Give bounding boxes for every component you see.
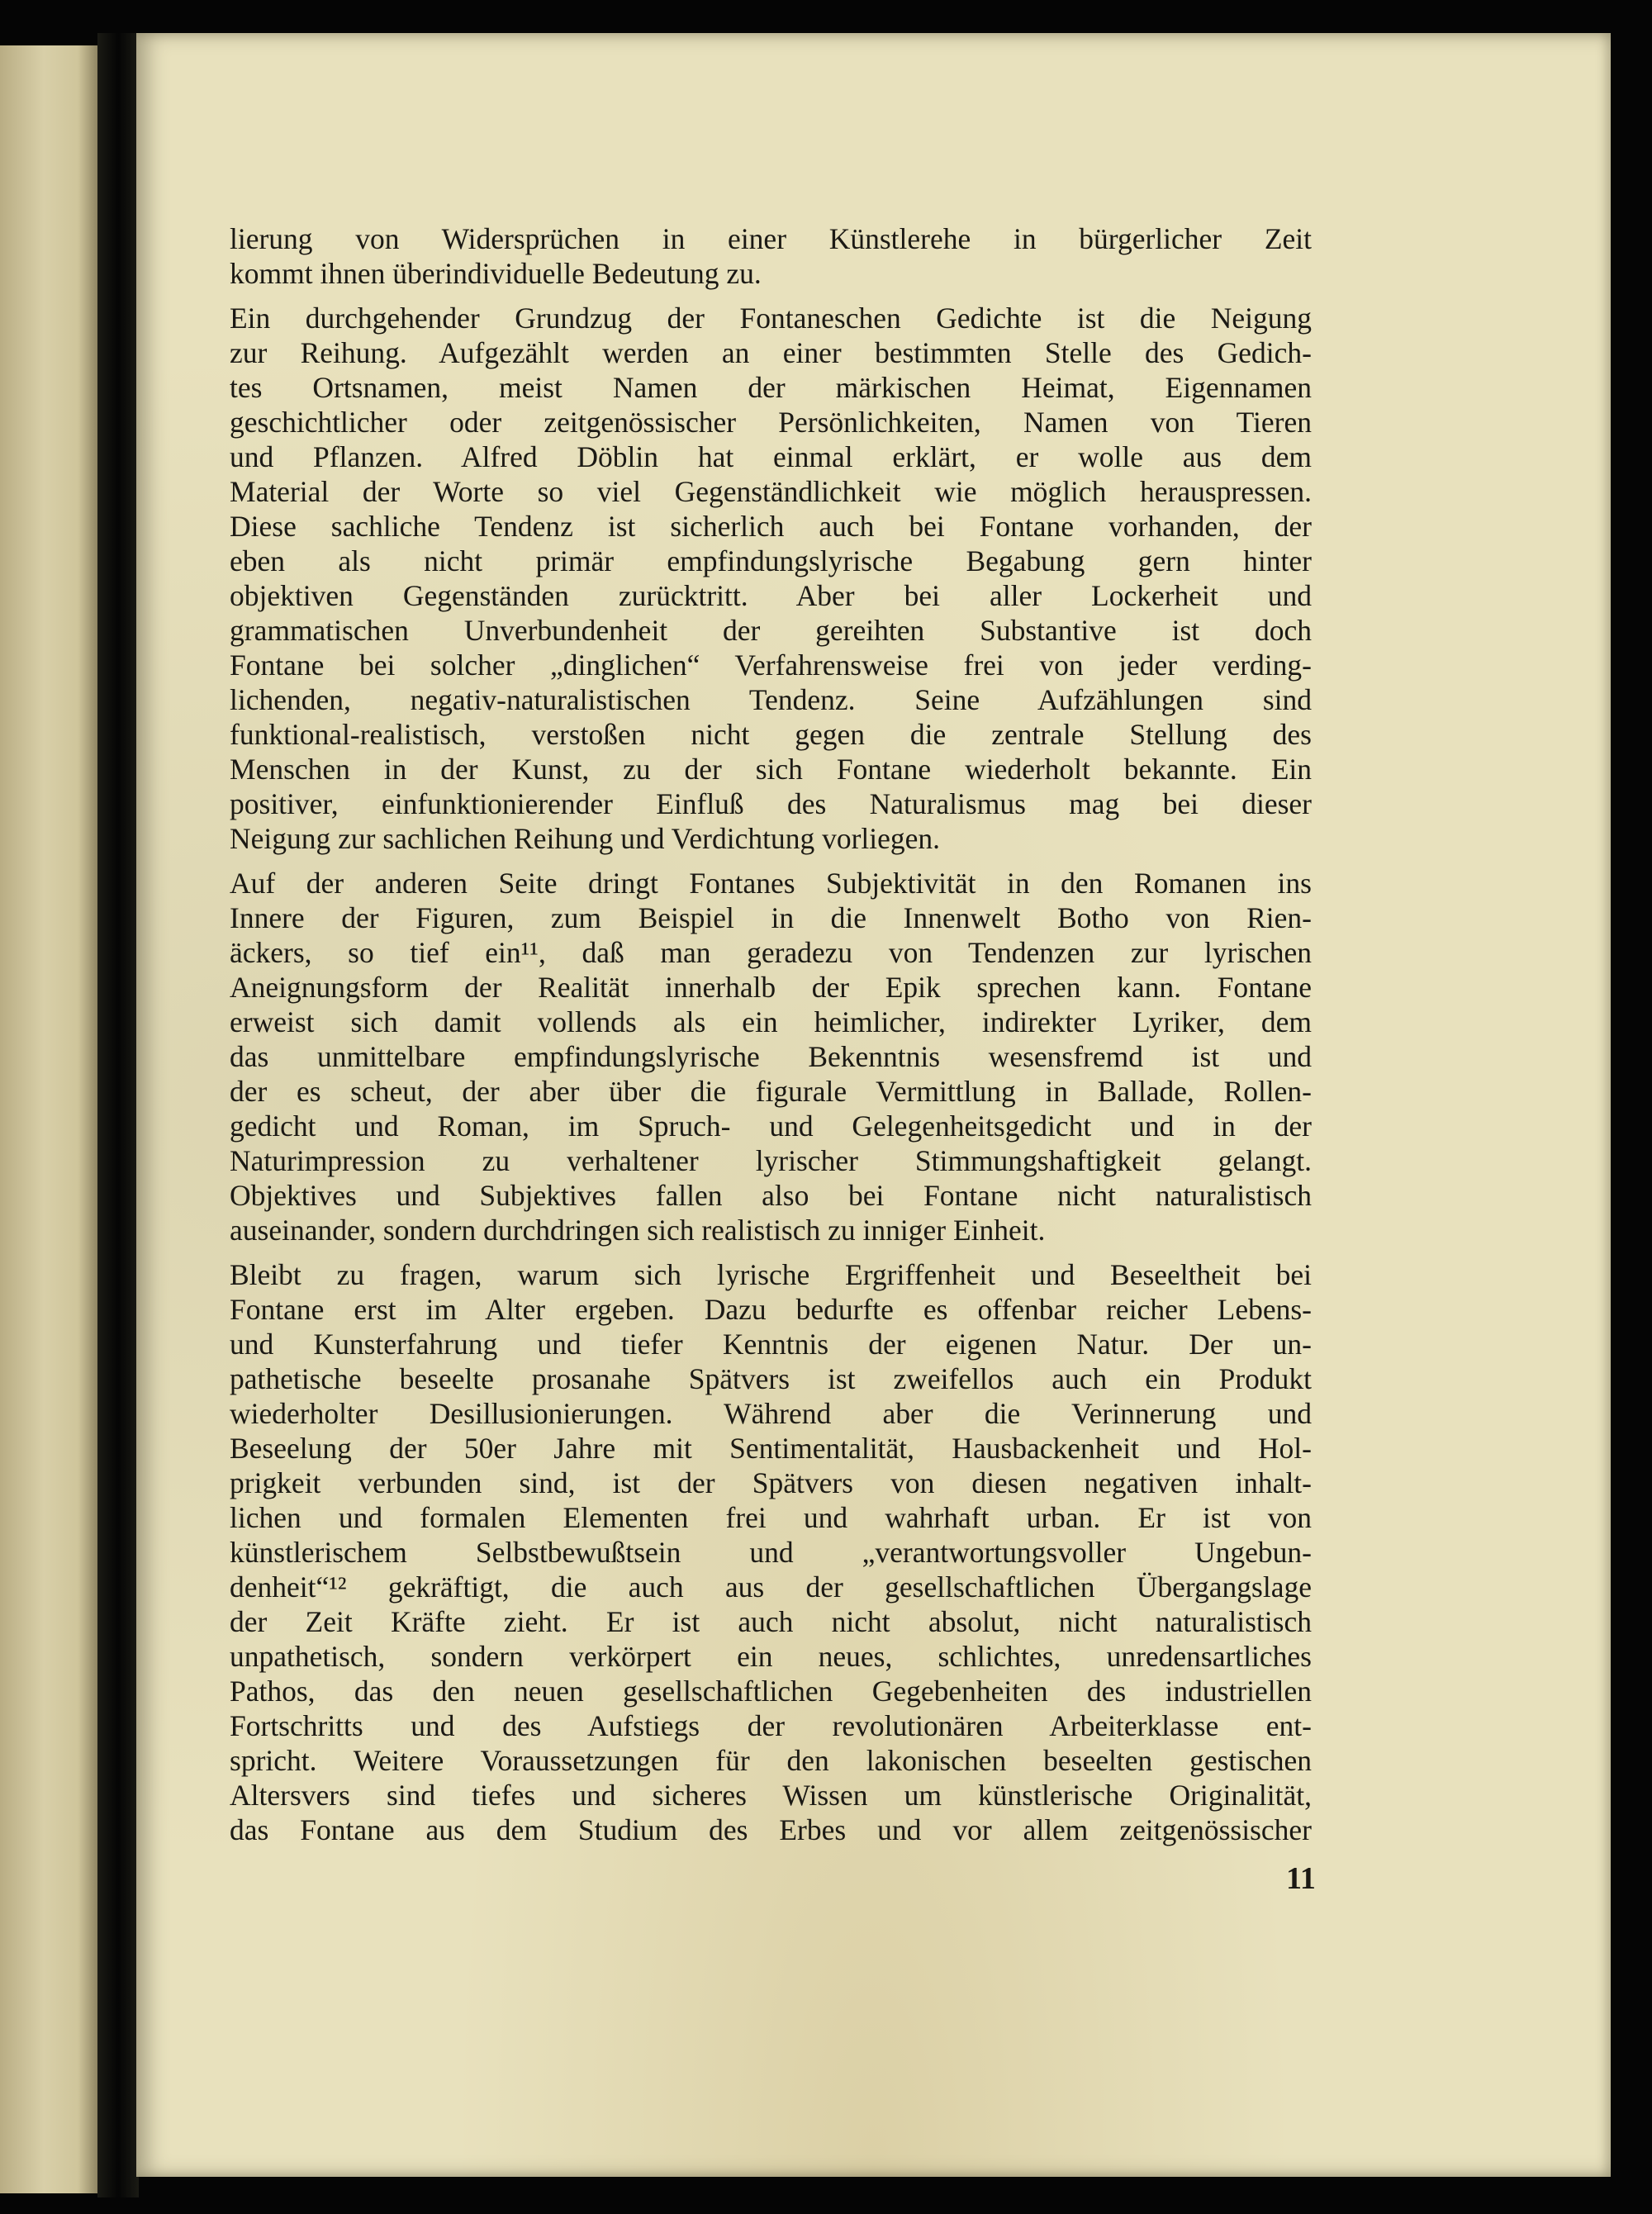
- text-line: Material der Worte so viel Gegenständlichkeit wie möglich herauspressen.: [230, 475, 1312, 508]
- paragraph-2: [230, 301, 1312, 856]
- text-line: eben als nicht primär empfindungslyrische Begabung gern hinter: [230, 544, 1312, 577]
- text-line: Altersvers sind tiefes und sicheres Wissen um künstlerische Originalität,: [230, 1779, 1312, 1812]
- text-line: Neigung zur sachlichen Reihung und Verdichtung vorliegen.: [230, 822, 941, 855]
- text-line: und Kunsterfahrung und tiefer Kenntnis der eigenen Natur. Der un-: [230, 1328, 1312, 1361]
- text-line: lierung von Widersprüchen in einer Künstlerehe in bürgerlicher Zeit: [230, 222, 1312, 255]
- text-line: Pathos, das den neuen gesellschaftlichen Gegebenheiten des industriellen: [230, 1675, 1312, 1708]
- text-line: Bleibt zu fragen, warum sich lyrische Ergriffenheit und Beseeltheit bei: [230, 1258, 1312, 1291]
- paragraph-4: [230, 1257, 1312, 1847]
- text-line: funktional-realistisch, verstoßen nicht gegen die zentrale Stellung des: [230, 718, 1312, 751]
- text-line: Objektives und Subjektives fallen also bei Fontane nicht naturalistisch: [230, 1179, 1312, 1212]
- text-line: grammatischen Unverbundenheit der gereihten Substantive ist doch: [230, 614, 1312, 647]
- text-line: Fontane bei solcher „dinglichen“ Verfahrensweise frei von jeder verding-: [230, 649, 1312, 682]
- text-line: der Zeit Kräfte zieht. Er ist auch nicht absolut, nicht naturalistisch: [230, 1605, 1312, 1638]
- paragraph-3: [230, 866, 1312, 1247]
- text-line: erweist sich damit vollends als ein heimlicher, indirekter Lyriker, dem: [230, 1005, 1312, 1038]
- text-line: tes Ortsnamen, meist Namen der märkischen Heimat, Eigennamen: [230, 371, 1312, 404]
- text-line: lichenden, negativ-naturalistischen Tendenz. Seine Aufzählungen sind: [230, 683, 1312, 716]
- left-page-edge: [0, 45, 97, 2193]
- text-line: prigkeit verbunden sind, ist der Spätvers von diesen negativen inhalt-: [230, 1466, 1312, 1499]
- text-line: kommt ihnen überindividuelle Bedeutung zu.: [230, 257, 762, 290]
- text-line: und Pflanzen. Alfred Döblin hat einmal erklärt, er wolle aus dem: [230, 440, 1312, 473]
- book-page: [136, 33, 1611, 2177]
- text-line: zur Reihung. Aufgezählt werden an einer bestimmten Stelle des Gedich-: [230, 336, 1312, 369]
- text-line: künstlerischem Selbstbewußtsein und „verantwortungsvoller Ungebun-: [230, 1536, 1312, 1569]
- text-line: lichen und formalen Elementen frei und wahrhaft urban. Er ist von: [230, 1501, 1312, 1534]
- text-line: Auf der anderen Seite dringt Fontanes Subjektivität in den Romanen ins: [230, 867, 1312, 900]
- book-gutter: [97, 33, 139, 2197]
- text-line: Ein durchgehender Grundzug der Fontaneschen Gedichte ist die Neigung: [230, 302, 1312, 335]
- text-line: auseinander, sondern durchdringen sich realistisch zu inniger Einheit.: [230, 1214, 1046, 1247]
- text-line: das unmittelbare empfindungslyrische Bekenntnis wesensfremd ist und: [230, 1040, 1312, 1073]
- text-line: spricht. Weitere Voraussetzungen für den lakonischen beseelten gestischen: [230, 1744, 1312, 1777]
- text-line: gedicht und Roman, im Spruch- und Gelegenheitsgedicht und in der: [230, 1109, 1312, 1143]
- text-line: Innere der Figuren, zum Beispiel in die Innenwelt Botho von Rien-: [230, 901, 1312, 934]
- text-line: Fortschritts und des Aufstiegs der revolutionären Arbeiterklasse ent-: [230, 1709, 1312, 1742]
- text-line: objektiven Gegenständen zurücktritt. Aber bei aller Lockerheit und: [230, 579, 1312, 612]
- text-line: der es scheut, der aber über die figurale Vermittlung in Ballade, Rollen-: [230, 1075, 1312, 1108]
- text-line: das Fontane aus dem Studium des Erbes und vor allem zeitgenössischer: [230, 1813, 1312, 1846]
- text-line: Fontane erst im Alter ergeben. Dazu bedurfte es offenbar reicher Lebens-: [230, 1293, 1312, 1326]
- text-line: geschichtlicher oder zeitgenössischer Persönlichkeiten, Namen von Tieren: [230, 406, 1312, 439]
- text-line: pathetische beseelte prosanahe Spätvers ist zweifellos auch ein Produkt: [230, 1362, 1312, 1395]
- text-line: Beseelung der 50er Jahre mit Sentimentalität, Hausbackenheit und Hol-: [230, 1432, 1312, 1465]
- text-line: Menschen in der Kunst, zu der sich Fontane wiederholt bekannte. Ein: [230, 753, 1312, 786]
- paragraph-1: [230, 221, 1312, 291]
- text-line: unpathetisch, sondern verkörpert ein neues, schlichtes, unredensartliches: [230, 1640, 1312, 1673]
- text-line: Aneignungsform der Realität innerhalb der Epik sprechen kann. Fontane: [230, 971, 1312, 1004]
- text-line: Diese sachliche Tendenz ist sicherlich auch bei Fontane vorhanden, der: [230, 510, 1312, 543]
- text-line: Naturimpression zu verhaltener lyrischer Stimmungshaftigkeit gelangt.: [230, 1144, 1312, 1177]
- text-line: wiederholter Desillusionierungen. Während aber die Verinnerung und: [230, 1397, 1312, 1430]
- page-number: 11: [1286, 1861, 1316, 1896]
- text-line: positiver, einfunktionierender Einfluß des Naturalismus mag bei dieser: [230, 787, 1312, 820]
- text-line: denheit“¹² gekräftigt, die auch aus der gesellschaftlichen Übergangslage: [230, 1570, 1312, 1603]
- text-line: äckers, so tief ein¹¹, daß man geradezu von Tendenzen zur lyrischen: [230, 936, 1312, 969]
- body-text: [230, 221, 1312, 1857]
